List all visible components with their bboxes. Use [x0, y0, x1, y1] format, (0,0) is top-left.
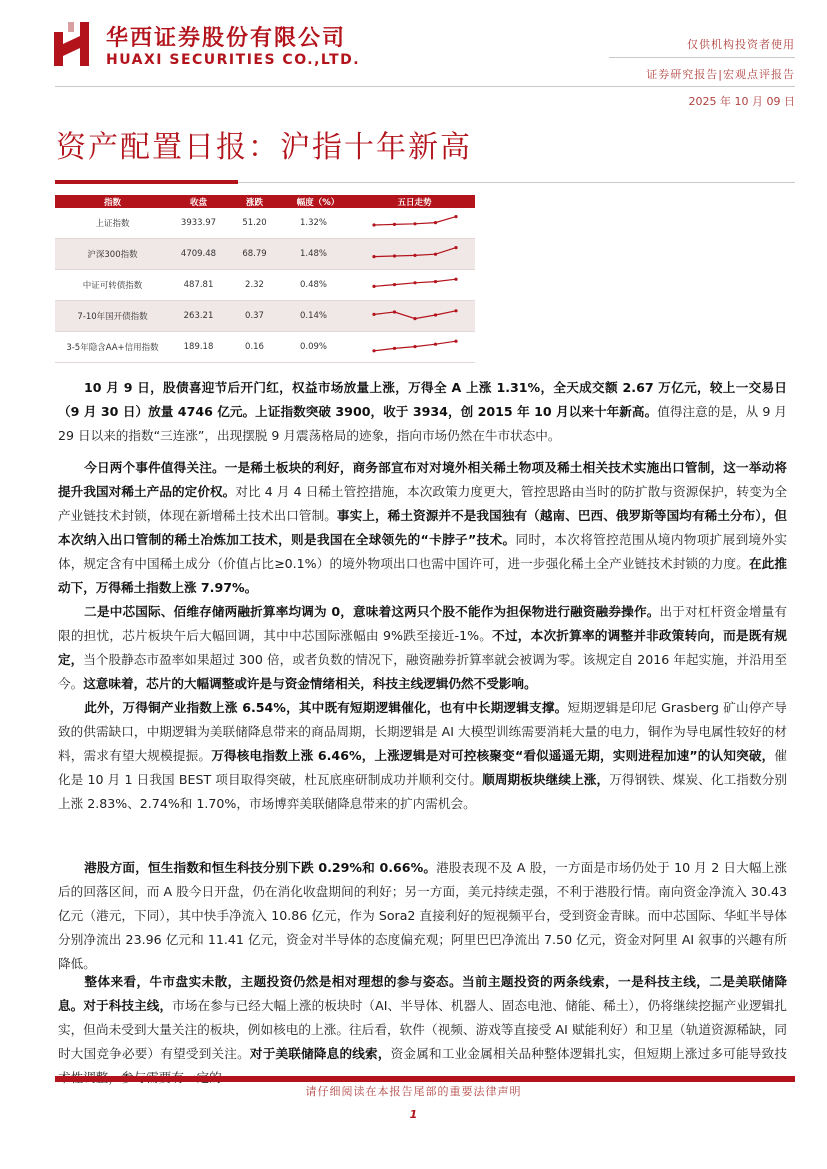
trend-point — [454, 246, 457, 249]
index-pct: 0.48% — [300, 280, 328, 290]
bold-text: 今日两个事件值得关注。一是稀土板块的利好，商务部宣布对对境外相关稀土物项及稀土相关技术实施出口管制，这一举动将提升我国对稀土产品的定价权。 — [58, 460, 787, 499]
company-name-en: HUAXI SECURITIES CO.,LTD. — [106, 52, 361, 68]
index-change: 0.16 — [245, 342, 264, 352]
trend-point — [433, 221, 436, 224]
paragraph-rare-earth — [58, 456, 787, 600]
trend-point — [372, 349, 375, 352]
trend-point — [372, 284, 375, 287]
footer-bar — [55, 1076, 795, 1082]
company-name-cn: 华西证券股份有限公司 — [106, 26, 347, 51]
header-divider — [55, 86, 795, 87]
body-text: 港股表现不及 A 股，一方面是市场仍处于 10 月 2 日大幅上涨后的回落区间，而 A 股今日开盘，仍在消化收盘期间的利好；另一方面，美元持续走强，不利于港股行情。南向资金净流入 30.43 亿元（港元，下同），其中快手净流入 10.86 亿元，作为 Sora2 直接利好的短视频平台，受到资金青睐。而中芯国际、华虹半导体分别净流出 23.96 亿元和 11.41 亿元，资金对半导体的态度偏充观；阿里巴巴净流出 7.50 亿元，资金对阿里 AI 叙事的兴趣有所降低。 — [58, 860, 788, 971]
body-text: 值得注意的是，从 9 月 29 日以来的指数“三连涨”，出现摆脱 9 月震荡格局的迹象，指向市场仍然在牛市状态中。 — [58, 404, 787, 443]
index-close: 3933.97 — [180, 218, 217, 228]
bold-text: 事实上，稀土资源并不是我国独有（越南、巴西、俄罗斯等国均有稀土分布），但本次纳入出口管制的稀土冶炼加工技术，则是我国在全球领先的“卡脖子”技术。 — [58, 508, 788, 547]
bold-text: 在此推动下，万得稀土指数上涨 7.97%。 — [58, 556, 787, 595]
trend-point — [413, 222, 416, 225]
body-text: 同时，本次将管控范围从境内物项扩展到境外实体，规定含有中国稀土成分（价值占比≥0.1%）的境外物项出口也需中国许可，进一步强化稀土全产业链技术封锁的力度。 — [58, 532, 788, 571]
trend-point — [433, 313, 436, 316]
trend-point — [413, 281, 416, 284]
index-close: 4709.48 — [180, 249, 217, 259]
bold-text: 此外，万得铜产业指数上涨 6.54%，其中既有短期逻辑催化，也有中长期逻辑支撑。 — [84, 700, 568, 715]
trend-point — [372, 312, 375, 315]
column-header: 五日走势 — [397, 197, 432, 208]
paragraph-outlook — [58, 970, 787, 1090]
bold-text: 港股方面，恒生指数和恒生科技分别下跌 0.29%和 0.66%。 — [84, 860, 437, 875]
body-text: 当个股静态市盈率如果超过 300 倍，或者负数的情况下，融资融券折算率就会被调为零。该规定自 2016 年起实施，并沿用至今。 — [58, 652, 787, 691]
paragraph-market-summary — [58, 376, 787, 448]
bold-text: 顺周期板块继续上涨， — [482, 772, 610, 787]
trend-point — [392, 346, 395, 349]
trend-point — [433, 342, 436, 345]
column-header: 指数 — [103, 197, 121, 208]
market-index-table — [55, 195, 475, 363]
report-date: 2025 年 10 月 09 日 — [688, 95, 795, 108]
column-header: 幅度（%） — [296, 197, 340, 208]
index-name: 沪深300指数 — [87, 250, 138, 260]
trend-point — [413, 317, 416, 320]
body-text: 出于对杠杆资金增量有限的担忧，芯片板块午后大幅回调，其中中芯国际涨幅由 9%跌至接近-1%。 — [58, 604, 787, 643]
trend-point — [454, 277, 457, 280]
page-number: 1 — [409, 1108, 418, 1121]
title-divider — [238, 182, 795, 183]
table-row — [55, 332, 475, 363]
body-text: 短期逻辑是印尼 Grasberg 矿山停产导致的供需缺口，中期逻辑为美联储降息带来的商品周期，长期逻辑是 AI 大模型训练需要消耗大量的电力，铜作为导电属性较好的材料，需求有望大规模提振。 — [58, 700, 787, 763]
index-pct: 0.09% — [300, 342, 328, 352]
trend-point — [392, 283, 395, 286]
body-text: 催化是 10 月 1 日我国 BEST 项目取得突破，杜瓦底座研制成功并顺利交付。 — [58, 748, 787, 787]
trend-point — [433, 252, 436, 255]
index-pct: 0.14% — [300, 311, 328, 321]
index-name: 3-5年隐含AA+信用指数 — [66, 343, 159, 353]
table-header — [55, 195, 475, 208]
table-row — [55, 301, 475, 332]
company-logo-icon — [54, 22, 94, 66]
table-row — [55, 270, 475, 301]
title-accent-bar — [55, 180, 238, 184]
paragraph-copper-nuclear — [58, 696, 787, 816]
trend-point — [454, 339, 457, 342]
index-name: 7-10年国开债指数 — [77, 312, 148, 322]
index-close: 263.21 — [183, 311, 214, 321]
paragraph-chip-margin — [58, 600, 787, 696]
trend-point — [392, 222, 395, 225]
bold-text: 10 月 9 日，股债喜迎节后开门红，权益市场放量上涨，万得全 A 上涨 1.31%，全天成交额 2.67 万亿元，较上一交易日（9 月 30 日）放量 4746 亿元。上证指数突破 3900，收于 3934，创 2015 年 10 月以来十年新高。 — [58, 380, 787, 419]
table-row — [55, 208, 475, 239]
index-pct: 1.48% — [300, 249, 328, 259]
bold-text: 不过，本次折算率的调整并非政策转向，而是既有规定， — [58, 628, 788, 667]
bold-text: 万得核电指数上涨 6.46%，上涨逻辑是对可控核聚变“看似遥遥无期，实则进程加速”的认知突破， — [211, 748, 775, 763]
index-close: 487.81 — [183, 280, 214, 290]
trend-point — [454, 215, 457, 218]
five-day-trend — [354, 243, 475, 266]
bold-text: 对于美联储降息的线索， — [249, 1046, 391, 1061]
five-day-trend — [354, 336, 475, 359]
five-day-trend — [354, 305, 475, 328]
five-day-trend — [354, 274, 475, 297]
trend-point — [392, 254, 395, 257]
trend-point — [413, 345, 416, 348]
trend-point — [454, 309, 457, 312]
column-header: 收盘 — [189, 197, 207, 208]
report-type-label: 证券研究报告|宏观点评报告 — [646, 68, 795, 81]
index-change: 0.37 — [245, 311, 264, 321]
body-text: 对比 4 月 4 日稀土管控措施，本次政策力度更大，管控思路由当时的防扩散与资源保护，转变为全产业链技术封锁，体现在新增稀土技术出口管制。 — [58, 484, 788, 523]
page-title: 资产配置日报：沪指十年新高 — [56, 130, 472, 165]
header-divider — [609, 57, 795, 58]
bold-text: 整体来看，牛市盘实未散，主题投资仍然是相对理想的参与姿态。当前主题投资的两条线索，一是科技主线，二是美联储降息。对于科技主线， — [58, 974, 787, 1013]
index-change: 68.79 — [242, 249, 267, 259]
footer-disclaimer: 请仔细阅读在本报告尾部的重要法律声明 — [305, 1085, 522, 1098]
trend-point — [372, 223, 375, 226]
bold-text: 这意味着，芯片的大幅调整或许是与资金情绪相关，科技主线逻辑仍然不受影响。 — [83, 676, 537, 691]
index-name: 上证指数 — [95, 219, 130, 229]
table-row — [55, 239, 475, 270]
column-header: 涨跌 — [245, 197, 263, 208]
trend-point — [413, 253, 416, 256]
body-text: 市场在参与已经大幅上涨的板块时（AI、半导体、机器人、固态电池、储能、稀土），仍将继续挖掘产业逻辑扎实，但尚未受到大量关注的板块，例如核电的上涨。往后看，软件（视频、游戏等直接受 AI 赋能利好）和卫星（轨道资源稀缺，同时大国竞争必要）有望受到关注。 — [58, 998, 788, 1061]
paragraph-hk-market — [58, 856, 787, 976]
bold-text: 二是中芯国际、佰维存储两融折算率均调为 0，意味着这两只个股不能作为担保物进行融资融券操作。 — [84, 604, 660, 619]
index-pct: 1.32% — [300, 218, 328, 228]
index-name: 中证可转债指数 — [82, 281, 143, 291]
trend-point — [372, 255, 375, 258]
five-day-trend — [354, 212, 475, 235]
index-change: 51.20 — [242, 218, 267, 228]
body-text: 资金属和工业金属相关品种整体逻辑扎实，但短期上涨过多可能导致技 — [390, 1046, 788, 1061]
trend-point — [433, 280, 436, 283]
audience-label: 仅供机构投资者使用 — [687, 38, 795, 51]
body-text: 万得钢铁、煤炭、化工指数分别上涨 2.83%、2.74%和 1.70%，市场博弈美联储降息带来的扩内需机会。 — [58, 772, 788, 811]
index-change: 2.32 — [245, 280, 264, 290]
index-close: 189.18 — [183, 342, 214, 352]
trend-point — [392, 310, 395, 313]
